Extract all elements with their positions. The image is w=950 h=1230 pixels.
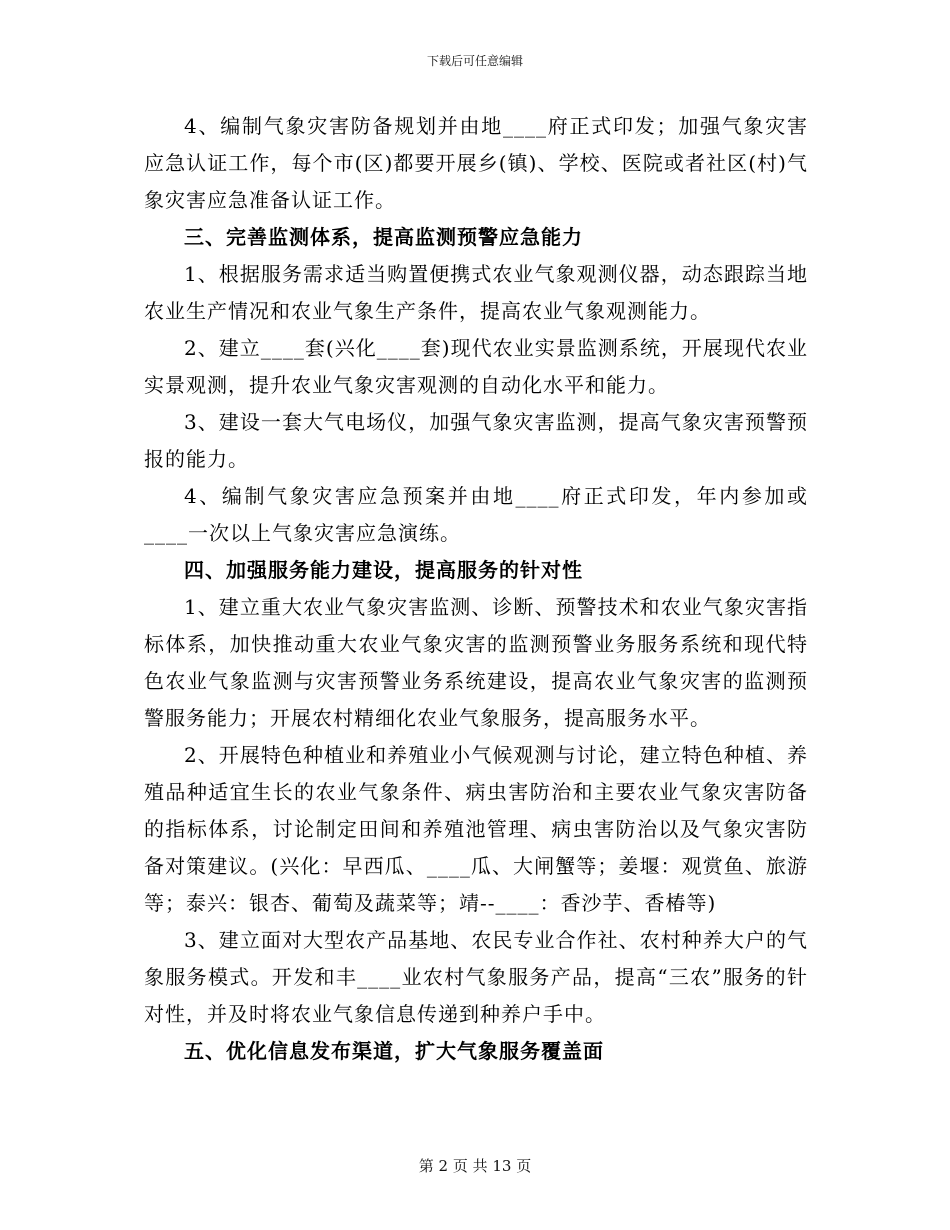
paragraph: 2、建立____套(兴化____套)现代农业实景监测系统，开展现代农业实景观测，提升农业气象灾害观测的自动化水平和能力。 [144,336,808,397]
page-number: 第 2 页 共 13 页 [418,1157,532,1175]
paragraph: 3、建立面对大型农产品基地、农民专业合作社、农村种养大户的气象服务模式。开发和丰____业农村气象服务产品，提高“三农”服务的针对性，并及时将农业气象信息传递到种养户手中。 [144,928,808,1026]
paragraph: 4、编制气象灾害防备规划并由地____府正式印发；加强气象灾害应急认证工作，每个市(区)都要开展乡(镇)、学校、医院或者社区(村)气象灾害应急准备认证工作。 [144,114,808,212]
section-heading: 三、完善监测体系，提高监测预警应急能力 [184,225,583,249]
paragraph: 1、根据服务需求适当购置便携式农业气象观测仪器，动态跟踪当地农业生产情况和农业气象生产条件，提高农业气象观测能力。 [144,262,808,323]
paragraph: 1、建立重大农业气象灾害监测、诊断、预警技术和农业气象灾害指标体系，加快推动重大农业气象灾害的监测预警业务服务系统和现代特色农业气象监测与灾害预警业务系统建设，提高农业气象灾害的监测预警服务能力；开展农村精细化农业气象服务，提高服务水平。 [144,595,808,730]
paragraph: 4、编制气象灾害应急预案并由地____府正式印发，年内参加或____一次以上气象灾害应急演练。 [144,484,808,545]
section-heading: 五、优化信息发布渠道，扩大气象服务覆盖面 [184,1039,604,1063]
paragraph: 2、开展特色种植业和养殖业小气候观测与讨论，建立特色种植、养殖品种适宜生长的农业气象条件、病虫害防治和主要农业气象灾害防备的指标体系，讨论制定田间和养殖池管理、病虫害防治以及气象灾害防备对策建议。(兴化：早西瓜、____瓜、大闸蟹等；姜堰：观赏鱼、旅游等；泰兴：银杏、葡萄及蔬菜等；靖--____：香沙芋、香椿等) [144,743,808,915]
paragraph: 3、建设一套大气电场仪，加强气象灾害监测，提高气象灾害预警预报的能力。 [144,410,808,471]
document-body [144,108,808,1070]
header-note: 下载后可任意编辑 [426,54,523,68]
section-heading: 四、加强服务能力建设，提高服务的针对性 [184,558,583,582]
